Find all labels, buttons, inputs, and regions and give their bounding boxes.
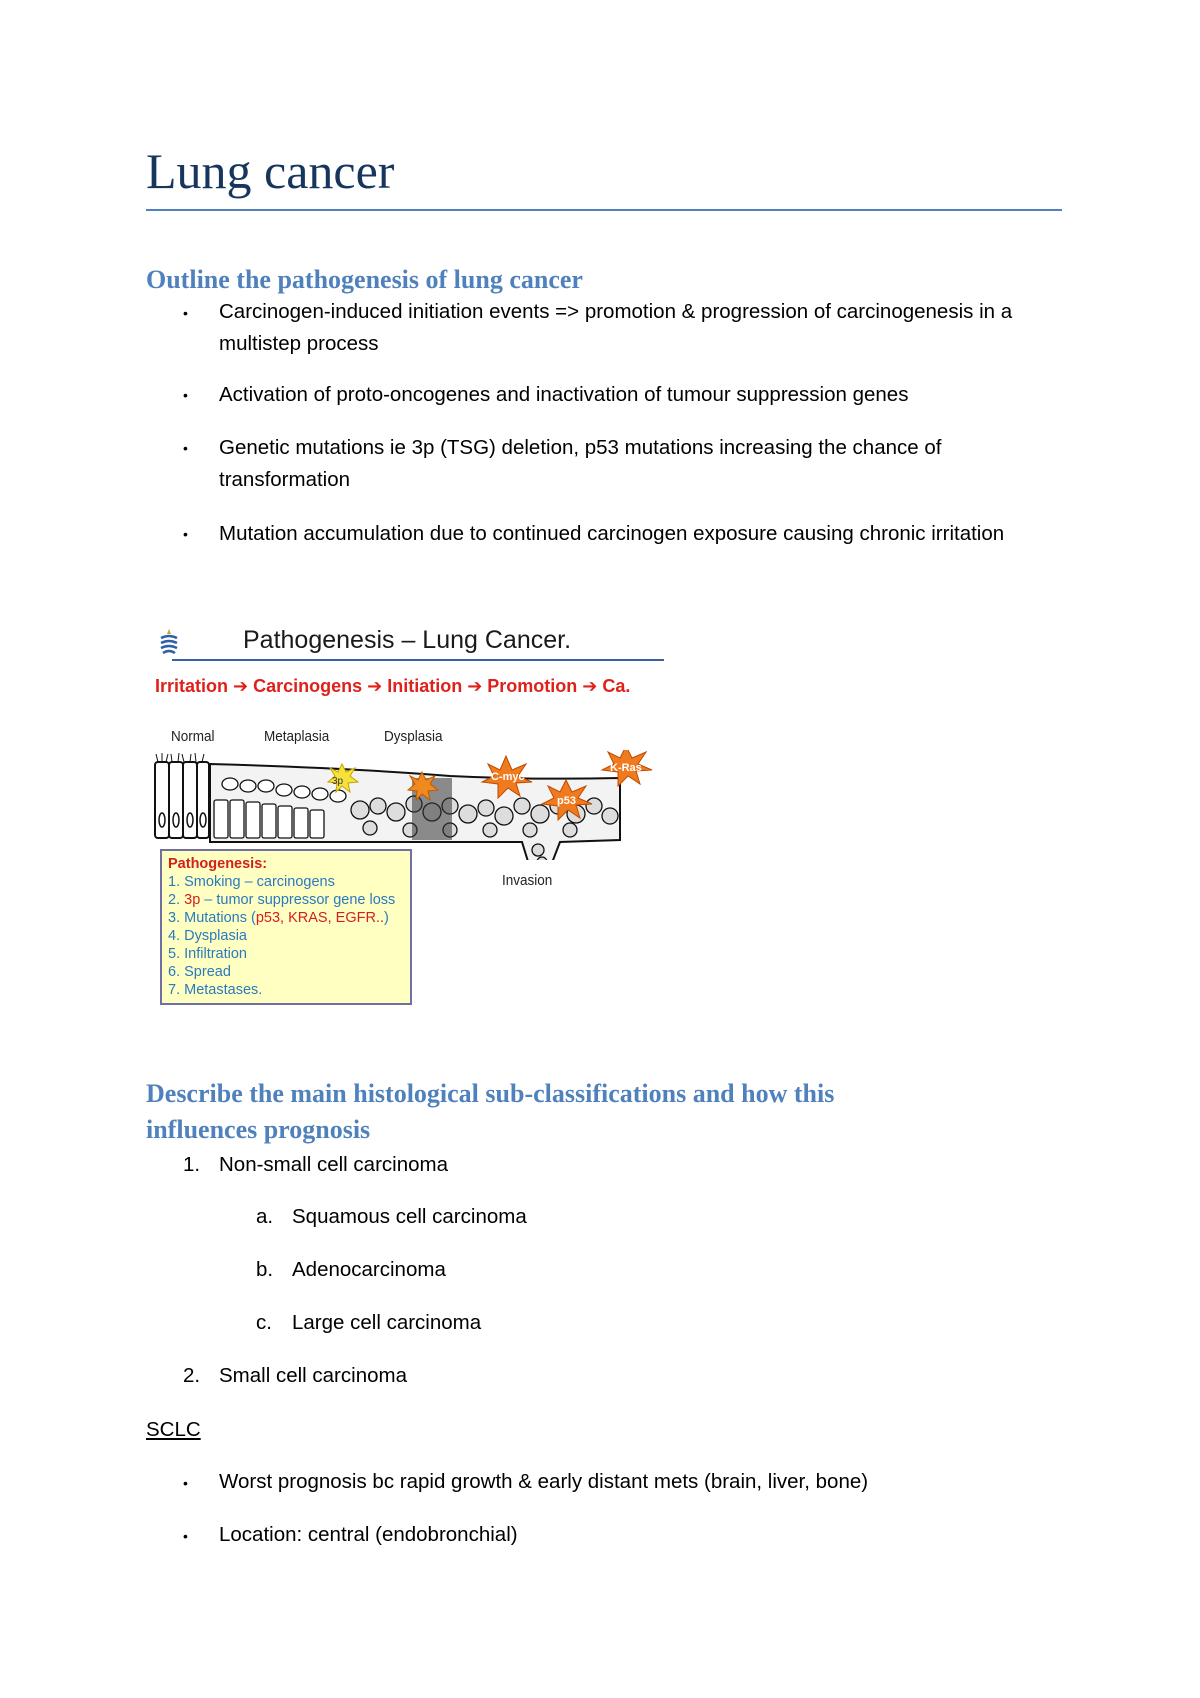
list-item-text: Squamous cell carcinoma (292, 1205, 527, 1228)
pathogenesis-box-item: 3. Mutations (p53, KRAS, EGFR..) (168, 910, 389, 926)
list-letter: a. (256, 1205, 274, 1228)
list-item-text: Non-small cell carcinoma (219, 1153, 448, 1176)
marker-p53: p53 (557, 795, 576, 807)
pathogenesis-box-item: 5. Infiltration (168, 946, 247, 962)
list-item-text: Mutation accumulation due to continued carcinogen exposure causing chronic irritation (219, 522, 1005, 545)
section-heading-histology: Describe the main histological sub-classifications and how this (146, 1079, 835, 1108)
bullet-icon: • (183, 1528, 188, 1544)
pathogenesis-box-heading: Pathogenesis: (168, 856, 268, 872)
bullet-icon: • (183, 1475, 188, 1491)
section-heading-pathogenesis: Outline the pathogenesis of lung cancer (146, 265, 583, 294)
pathogenesis-box-item: 2. 3p – tumor suppressor gene loss (168, 892, 396, 908)
pathogenesis-box-item: 6. Spread (168, 964, 231, 980)
list-item-text: Carcinogen-induced initiation events => promotion & progression of carcinogenesis in a multistep process (219, 300, 1013, 355)
figure-title: Pathogenesis – Lung Cancer. (243, 626, 572, 654)
list-letter: c. (256, 1311, 272, 1334)
list-number: 2. (183, 1364, 201, 1387)
stage-label-normal: Normal (171, 728, 215, 745)
epithelium-diagram (150, 750, 710, 860)
pathogenesis-box-item: 1. Smoking – carcinogens (168, 874, 335, 890)
list-item-text: Adenocarcinoma (292, 1258, 446, 1281)
pathogenesis-box (160, 849, 412, 1005)
list-item-text: Worst prognosis bc rapid growth & early distant mets (brain, liver, bone) (219, 1470, 869, 1493)
list-letter: b. (256, 1258, 274, 1281)
university-logo-icon (158, 628, 180, 658)
list-item-text: Genetic mutations ie 3p (TSG) deletion, p53 mutations increasing the chance of transformation (219, 436, 942, 491)
marker-c-myc: C-myc (491, 771, 525, 783)
list-item-text: Location: central (endobronchial) (219, 1523, 518, 1546)
stage-label-metaplasia: Metaplasia (264, 728, 330, 745)
figure-title-rule (172, 659, 664, 661)
sclc-label: SCLC (146, 1418, 201, 1441)
pathogenesis-figure (150, 620, 710, 1020)
pathogenesis-box-item: 4. Dysplasia (168, 928, 247, 944)
marker-3p: 3p (332, 776, 344, 787)
marker-k-ras: K-Ras (610, 762, 642, 774)
bullet-icon: • (183, 305, 188, 321)
list-item-text: Large cell carcinoma (292, 1311, 482, 1334)
section-heading-histology-cont: influences prognosis (146, 1115, 371, 1144)
stage-label-dysplasia: Dysplasia (384, 728, 443, 745)
bullet-icon: • (183, 387, 188, 403)
title-underline (146, 209, 1062, 211)
invasion-label: Invasion (502, 872, 553, 889)
page-title: Lung cancer (146, 143, 395, 199)
bullet-icon: • (183, 526, 188, 542)
bullet-icon: • (183, 440, 188, 456)
pathogenesis-box-item: 7. Metastases. (168, 982, 263, 998)
figure-flow-caption: Irritation ➔ Carcinogens ➔ Initiation ➔ Promotion ➔ Ca. (155, 676, 631, 696)
list-item-text: Small cell carcinoma (219, 1364, 407, 1387)
list-number: 1. (183, 1153, 201, 1176)
list-item-text: Activation of proto-oncogenes and inactivation of tumour suppression genes (219, 383, 909, 406)
